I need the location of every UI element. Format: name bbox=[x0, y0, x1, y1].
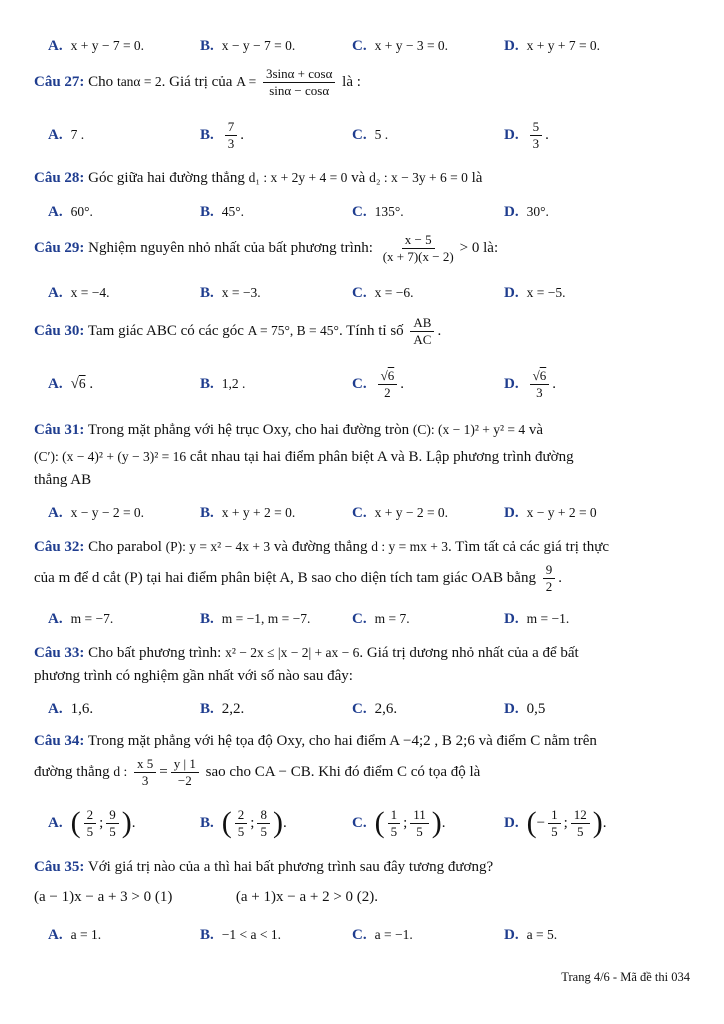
q31-stem-line1: Câu 31: Trong mặt phẳng với hệ trục Oxy, cho hai đường tròn (C): (x − 1)² + y² = 4 và bbox=[34, 422, 544, 438]
q35-option-c[interactable]: C. a = −1. bbox=[352, 927, 413, 943]
q29-option-a[interactable]: A. x = −4. bbox=[48, 285, 110, 301]
q32-option-b[interactable]: B. m = −1, m = −7. bbox=[200, 611, 311, 627]
q28-option-d[interactable]: D. 30°. bbox=[504, 204, 549, 220]
q29-option-d[interactable]: D. x = −5. bbox=[504, 285, 566, 301]
q28-option-a[interactable]: A. 60°. bbox=[48, 204, 93, 220]
q31-options bbox=[0, 502, 724, 524]
q27-option-a[interactable]: A. 7 . bbox=[48, 127, 85, 143]
q31-option-d[interactable]: D. x − y + 2 = 0 bbox=[504, 505, 597, 521]
q33-option-b[interactable]: B. 2,2. bbox=[200, 701, 245, 717]
q35-inequalities: (a − 1)x − a + 3 > 0 (1) (a + 1)x − a + 2 > 0 (2). bbox=[34, 889, 379, 905]
q33-option-a[interactable]: A. 1,6. bbox=[48, 701, 94, 717]
q32-option-a[interactable]: A. m = −7. bbox=[48, 611, 114, 627]
q30-option-a[interactable]: A. √ 6 . bbox=[48, 376, 94, 392]
q33-options bbox=[0, 698, 724, 720]
q32-options bbox=[0, 608, 724, 630]
q35-stem: Câu 35: Với giá trị nào của a thì hai bất phương trình sau đây tương đương? bbox=[34, 859, 494, 875]
q35-options bbox=[0, 924, 724, 946]
q32-fraction: $\frac{9}{2}$ bbox=[543, 562, 556, 595]
q34-option-c[interactable]: C. ( $\frac{1}{5}$ ; $\frac{11}{5}$ ) . bbox=[352, 806, 446, 839]
q33-option-c[interactable]: C. 2,6. bbox=[352, 701, 398, 717]
q34-stem-line2: đường thẳng d : $\frac{x 5}{3}$ = $\frac{y | 1}{-2}$ sao cho CA − CB. Khi đó điểm C có tọa độ là bbox=[34, 756, 481, 788]
sqrt-icon: √ bbox=[380, 367, 388, 383]
q28-option-c[interactable]: C. 135°. bbox=[352, 204, 404, 220]
q31-option-b[interactable]: B. x + y + 2 = 0. bbox=[200, 505, 296, 521]
sqrt-icon: √ bbox=[532, 367, 540, 383]
q35-option-d[interactable]: D. a = 5. bbox=[504, 927, 558, 943]
q27-option-d[interactable]: D. $\frac{5}{3}$ . bbox=[504, 118, 549, 151]
q30-fraction: $\frac{AB}{AC}$ bbox=[410, 315, 434, 348]
sqrt-icon: √ bbox=[70, 376, 79, 392]
q31-stem-line2: (C′): (x − 4)² + (y − 3)² = 16 cắt nhau tại hai điểm phân biệt A và B. Lập phương trình đường bbox=[34, 449, 574, 465]
q34-option-a[interactable]: A. ( $\frac{2}{5}$ ; $\frac{9}{5}$ ) . bbox=[48, 806, 136, 839]
q32-option-c[interactable]: C. m = 7. bbox=[352, 611, 410, 627]
q26-options bbox=[0, 35, 724, 57]
q29-fraction: $\frac{x - 5}{(x + 7)(x - 2)}$ bbox=[382, 232, 454, 264]
q27-stem: Câu 27: Cho tanα = 2. Giá trị của A = $\frac{3\sin\alpha + \cos\alpha}{\sin\alpha - \cos\alpha}$ là : bbox=[34, 66, 361, 98]
q27-option-c[interactable]: C. 5 . bbox=[352, 127, 389, 143]
page-footer: Trang 4/6 - Mã đề thi 034 bbox=[561, 970, 690, 984]
q30-option-c[interactable]: C. $\frac{√6}{2}$ . bbox=[352, 367, 404, 400]
q31-option-c[interactable]: C. x + y − 2 = 0. bbox=[352, 505, 449, 521]
q33-stem-line1: Câu 33: Cho bất phương trình: x² − 2x ≤ |x − 2| + ax − 6. Giá trị dương nhỏ nhất của a để bất bbox=[34, 645, 579, 661]
q29-option-c[interactable]: C. x = −6. bbox=[352, 285, 414, 301]
q26-option-a[interactable]: A. x + y − 7 = 0. bbox=[48, 38, 145, 54]
q27-options bbox=[0, 118, 724, 152]
q26-option-c[interactable]: C. x + y − 3 = 0. bbox=[352, 38, 449, 54]
q28-options bbox=[0, 201, 724, 223]
q31-option-a[interactable]: A. x − y − 2 = 0. bbox=[48, 505, 145, 521]
q29-stem: Câu 29: Nghiệm nguyên nhỏ nhất của bất phương trình: $\frac{x - 5}{(x + 7)(x - 2)}$ > 0 là: bbox=[34, 232, 499, 264]
q34-option-d[interactable]: D. ( − $\frac{1}{5}$ ; $\frac{12}{5}$ ) . bbox=[504, 806, 607, 839]
q26-option-d[interactable]: D. x + y + 7 = 0. bbox=[504, 38, 601, 54]
q35-option-a[interactable]: A. a = 1. bbox=[48, 927, 102, 943]
q33-stem-line2: phương trình có nghiệm gần nhất với số nào sau đây: bbox=[34, 668, 353, 684]
q32-stem-line2: của m để d cắt (P) tại hai điểm phân biệt A, B sao cho diện tích tam giác OAB bằng $\frac{9}{2}$ . bbox=[34, 562, 562, 594]
q34-stem-line1: Câu 34: Trong mặt phẳng với hệ tọa độ Oxy, cho hai điểm A −4;2 , B 2;6 và điểm C nằm trên bbox=[34, 733, 597, 749]
q26-option-b[interactable]: B. x − y − 7 = 0. bbox=[200, 38, 296, 54]
q29-options bbox=[0, 282, 724, 304]
q31-stem-line3: thẳng AB bbox=[34, 472, 92, 488]
q35-option-b[interactable]: B. −1 < a < 1. bbox=[200, 927, 281, 943]
q30-stem: Câu 30: Tam giác ABC có các góc A = 75°, B = 45°. Tính tỉ số $\frac{AB}{AC}$ . bbox=[34, 315, 442, 347]
q34-options bbox=[0, 803, 724, 843]
q34-option-b[interactable]: B. ( $\frac{2}{5}$ ; $\frac{8}{5}$ ) . bbox=[200, 806, 287, 839]
q32-stem-line1: Câu 32: Cho parabol (P): y = x² − 4x + 3 và đường thẳng d : y = mx + 3. Tìm tất cả các giá trị thực bbox=[34, 539, 610, 555]
q30-option-b[interactable]: B. 1,2 . bbox=[200, 376, 246, 392]
q27-option-b[interactable]: B. $\frac{7}{3}$ . bbox=[200, 118, 245, 151]
q29-option-b[interactable]: B. x = −3. bbox=[200, 285, 261, 301]
q27-fraction: $\frac{3\sin\alpha + \cos\alpha}{\sin\alpha - \cos\alpha}$ bbox=[263, 66, 335, 99]
q28-option-b[interactable]: B. 45°. bbox=[200, 204, 245, 220]
q28-stem: Câu 28: Góc giữa hai đường thẳng d₁ : x + 2y + 4 = 0 và d₂ : x − 3y + 6 = 0 là bbox=[34, 170, 483, 186]
q33-option-d[interactable]: D. 0,5 bbox=[504, 701, 546, 717]
q30-option-d[interactable]: D. $\frac{√6}{3}$ . bbox=[504, 367, 556, 400]
q30-options bbox=[0, 366, 724, 402]
q32-option-d[interactable]: D. m = −1. bbox=[504, 611, 570, 627]
